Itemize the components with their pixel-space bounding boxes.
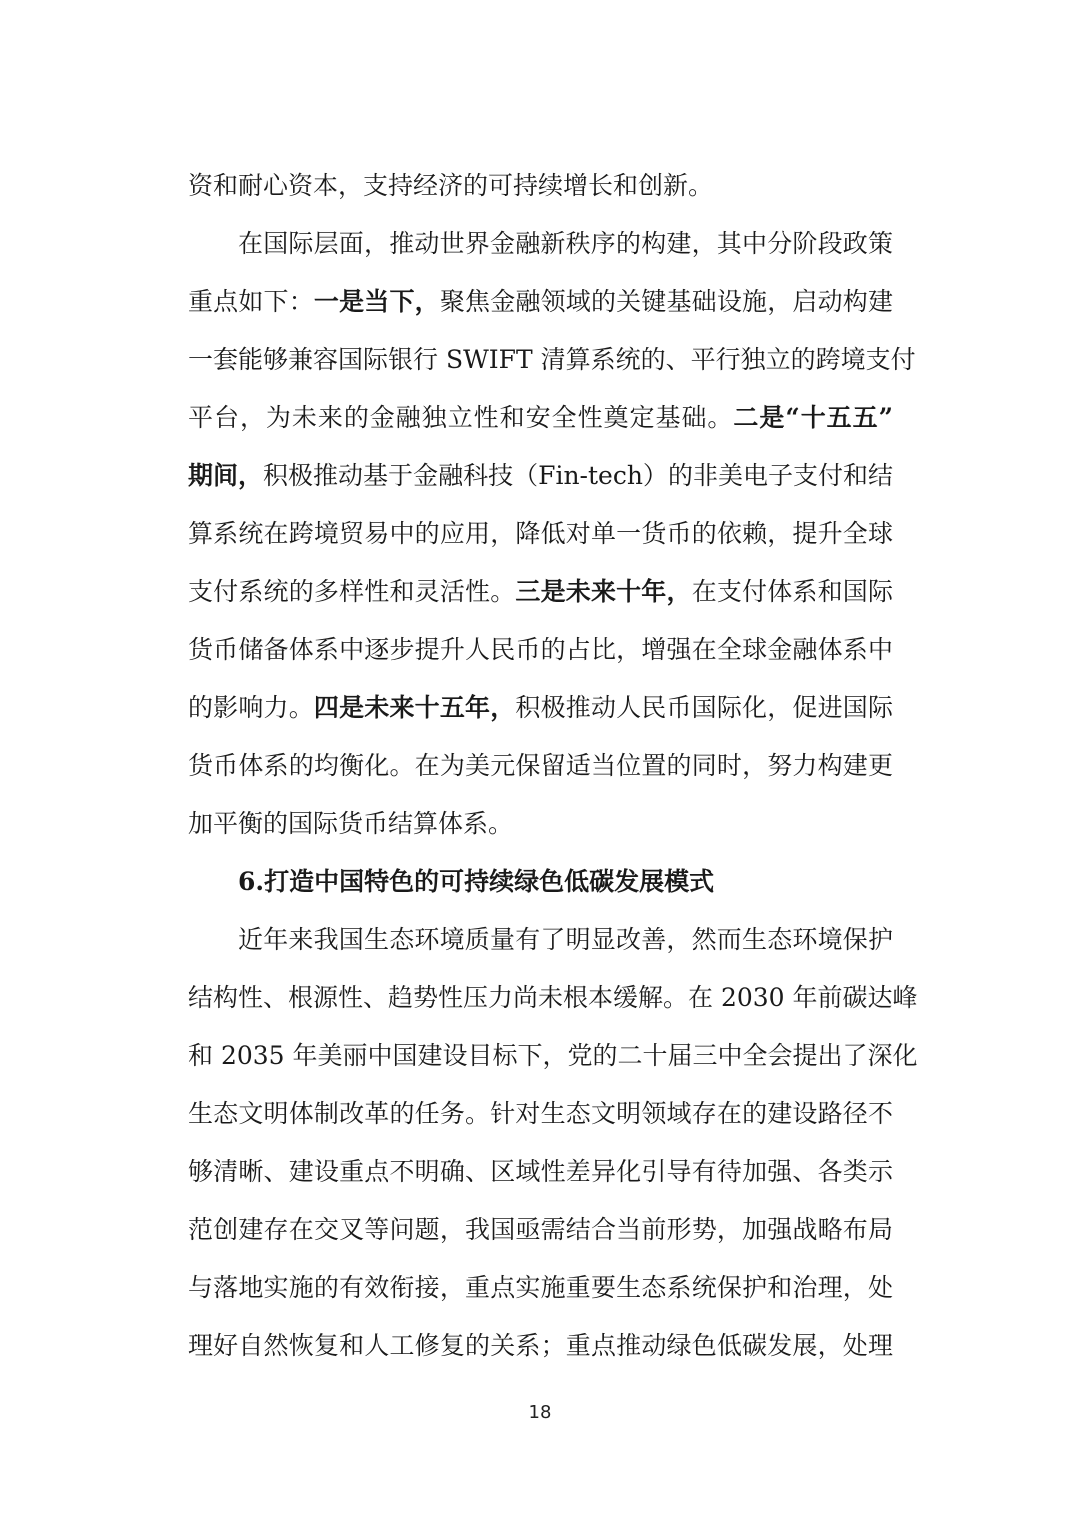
paragraph-line xyxy=(188,345,916,375)
text-run: 支付系统的多样性和灵活性。 xyxy=(188,577,516,606)
bold-text-run: 一是当下， xyxy=(313,287,440,316)
paragraph-line xyxy=(188,983,918,1013)
paragraph-line xyxy=(188,171,893,201)
paragraph-line xyxy=(188,925,893,955)
paragraph-line xyxy=(188,809,893,839)
text-run: 结构性、根源性、趋势性压力尚未根本缓解。在 2030 年前碳达峰 xyxy=(188,983,918,1012)
paragraph-line xyxy=(188,693,893,723)
text-run: 范创建存在交叉等问题，我国亟需结合当前形势，加强战略布局 xyxy=(188,1215,893,1244)
section-heading: 6.打造中国特色的可持续绿色低碳发展模式 xyxy=(238,867,715,896)
text-run: 与落地实施的有效衔接，重点实施重要生态系统保护和治理，处 xyxy=(188,1273,893,1302)
text-run: 在支付体系和国际 xyxy=(691,577,893,606)
paragraph-line xyxy=(188,1041,918,1071)
text-run: 一套能够兼容国际银行 SWIFT 清算系统的、平行独立的跨境支付 xyxy=(188,345,916,374)
bold-text-run: 三是未来十年， xyxy=(515,577,692,606)
text-run: 积极推动人民币国际化，促进国际 xyxy=(515,693,893,722)
text-run: 够清晰、建设重点不明确、区域性差异化引导有待加强、各类示 xyxy=(188,1157,893,1186)
page-number: 18 xyxy=(528,1402,552,1423)
text-run: 重点如下： xyxy=(188,287,314,316)
paragraph-line xyxy=(188,287,893,317)
paragraph-line xyxy=(188,635,893,665)
bold-text-run: 四是未来十五年， xyxy=(313,693,516,722)
paragraph-line xyxy=(188,1099,893,1129)
text-run: 积极推动基于金融科技（Fin-tech）的非美电子支付和结 xyxy=(263,461,893,490)
bold-text-run: 二是“十五五” xyxy=(733,403,893,432)
text-run: 在国际层面，推动世界金融新秩序的构建，其中分阶段政策 xyxy=(238,229,893,258)
paragraph-line xyxy=(188,519,893,549)
paragraph-line xyxy=(188,751,893,781)
text-run: 生态文明体制改革的任务。针对生态文明领域存在的建设路径不 xyxy=(188,1099,893,1128)
paragraph-line xyxy=(188,577,893,607)
text-run: 的影响力。 xyxy=(188,693,314,722)
text-run: 和 2035 年美丽中国建设目标下，党的二十届三中全会提出了深化 xyxy=(188,1041,918,1070)
text-run: 理好自然恢复和人工修复的关系；重点推动绿色低碳发展，处理 xyxy=(188,1331,893,1360)
text-run: 货币储备体系中逐步提升人民币的占比，增强在全球金融体系中 xyxy=(188,635,893,664)
paragraph-line xyxy=(188,1215,893,1245)
text-run: 算系统在跨境贸易中的应用，降低对单一货币的依赖，提升全球 xyxy=(188,519,893,548)
text-run: 平台，为未来的金融独立性和安全性奠定基础。 xyxy=(188,403,734,432)
paragraph-line xyxy=(188,461,893,491)
paragraph-line xyxy=(188,403,893,433)
text-run: 近年来我国生态环境质量有了明显改善，然而生态环境保护 xyxy=(238,925,893,954)
paragraph-line xyxy=(188,1331,893,1361)
text-run: 货币体系的均衡化。在为美元保留适当位置的同时，努力构建更 xyxy=(188,751,893,780)
text-run: 聚焦金融领域的关键基础设施，启动构建 xyxy=(439,287,893,316)
paragraph-line xyxy=(188,229,893,259)
text-run: 加平衡的国际货币结算体系。 xyxy=(188,809,514,838)
paragraph-line xyxy=(188,1273,893,1303)
text-run: 资和耐心资本，支持经济的可持续增长和创新。 xyxy=(188,171,714,200)
bold-text-run: 期间， xyxy=(188,461,264,490)
paragraph-line xyxy=(188,1157,893,1187)
